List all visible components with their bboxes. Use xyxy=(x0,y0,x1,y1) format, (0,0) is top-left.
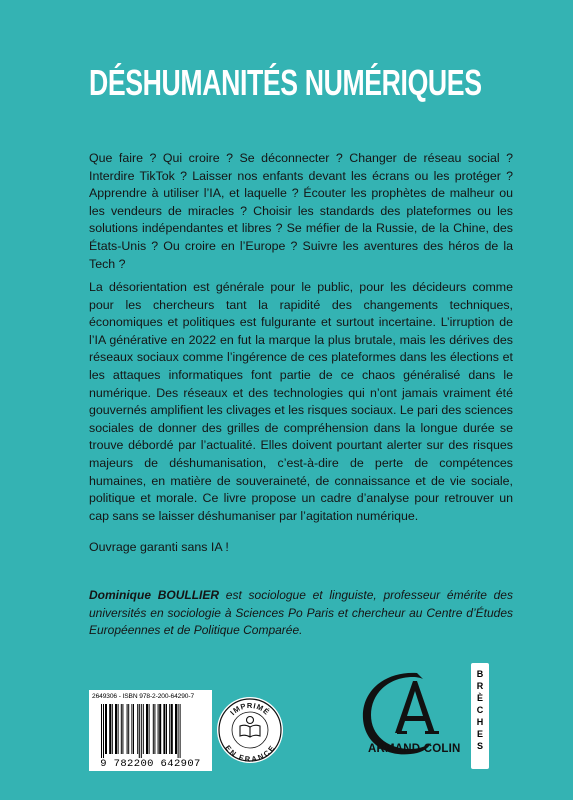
barcode-bar xyxy=(175,704,177,754)
barcode-bar xyxy=(109,704,111,754)
barcode-digits: 9 782200 642907 xyxy=(100,758,201,770)
guarantee-paragraph xyxy=(89,539,513,557)
armand-colin-logo xyxy=(355,667,465,777)
collection-letter: H xyxy=(476,717,484,727)
collection-letter: B xyxy=(476,669,484,679)
barcode-guard-bar xyxy=(101,704,102,758)
collection-letter: S xyxy=(476,741,483,751)
barcode-bar xyxy=(128,704,129,754)
barcode-bar xyxy=(158,704,159,754)
barcode-guard-bar xyxy=(180,704,181,758)
barcode-bar xyxy=(133,704,134,754)
collection-letter: È xyxy=(476,693,483,703)
collection-letter: R xyxy=(476,681,484,691)
intro-paragraph xyxy=(89,150,513,273)
barcode-bar xyxy=(171,704,173,754)
barcode-bar xyxy=(153,704,154,754)
paragraph-questions: Que faire ? Qui croire ? Se déconnecter ? Changer de réseau social ? Interdire TikTok ? Laisser nos enfants devant les écrans ou les protéger ? Apprendre à utiliser l’IA, et laquelle ? Écouter les prophètes de malheur ou les vendeurs de miracles ? Choisir les standards des plateformes ou les solutions indépendantes et libres ? Se méfier de la Russie, de la Chine, des États-Unis ? Ou croire en l’Europe ? Suivre les aventures des héros de la Tech ? xyxy=(89,151,513,271)
barcode-guard-bar xyxy=(141,704,142,758)
barcode-bar xyxy=(121,704,122,754)
barcode-bar xyxy=(166,704,167,754)
barcode-bar xyxy=(131,704,132,754)
collection-letter: C xyxy=(476,705,484,715)
barcode-bar xyxy=(122,704,123,754)
body-paragraph xyxy=(89,279,513,525)
stamp-top-text: IMPRIMÉ xyxy=(228,701,272,718)
barcode-guard-bar xyxy=(178,704,179,758)
barcode-guard-bar xyxy=(139,704,140,758)
author-description: est sociologue et linguiste, professeur émérite des universités en sociologie à Sciences Po Paris et chercheur au Centre d’Études Européennes et de Politique Comparée. xyxy=(89,588,513,638)
barcode-bar xyxy=(149,704,150,754)
barcode-bar xyxy=(118,704,119,754)
barcode-bars xyxy=(97,704,204,758)
barcode-bar xyxy=(163,704,165,754)
paragraph-description: La désorientation est générale pour le public, pour les décideurs comme pour les chercheurs tant la rapidité des changements techniques, économiques et politiques est fulgurante et surtout incertaine. L’irruption de l’IA générative en 2022 en fut la marque la plus brutale, mais les dérives des réseaux sociaux comme l’ingérence de ces plateformes dans les élections et les attaques informatiques font partie de ce chaos généralisé dans le numérique. Des réseaux et des technologies qui n’ont jamais vraiment été gouvernés amplifient les clivages et les risques sociaux. Le pari des sciences sociales de donner des grilles de compréhension dans la longue durée se trouve débordé par l’actualité. Elles doivent pourtant alerter sur des risques majeurs de déshumanisation, c’est-à-dire de perte de compétences humaines, en matière de souveraineté, de connaissance et de vie sociale, politique et morale. Ce livre propose un cadre d’analyse pour retrouver un cap sans se laisser déshumaniser par l’agitation numérique. xyxy=(89,280,513,523)
barcode-bar xyxy=(105,704,107,754)
collection-breches-logo xyxy=(471,663,489,769)
barcode-bar xyxy=(154,704,155,754)
stamp-bottom-text: EN FRANCE xyxy=(223,743,277,764)
barcode xyxy=(89,690,212,771)
barcode-bar xyxy=(169,704,170,754)
barcode-bar xyxy=(159,704,161,754)
barcode-bar xyxy=(112,704,113,754)
printed-in-france-stamp xyxy=(216,696,284,764)
barcode-bar xyxy=(146,704,148,754)
author-bio xyxy=(89,587,513,640)
collection-letter: E xyxy=(476,729,483,739)
barcode-bar xyxy=(115,704,117,754)
collection-letters xyxy=(471,663,489,752)
barcode-bar xyxy=(127,704,128,754)
barcode-bar xyxy=(143,704,144,754)
barcode-bar xyxy=(137,704,138,754)
book-title: DÉSHUMANITÉS NUMÉRIQUES xyxy=(89,62,482,103)
barcode-guard-bar xyxy=(103,704,104,758)
author-name: Dominique BOULLIER xyxy=(89,588,220,602)
paragraph-guarantee: Ouvrage garanti sans IA ! xyxy=(89,540,229,554)
isbn-header: 2649306 - ISBN 978-2-200-64290-7 xyxy=(92,693,195,700)
publisher-name: ARMAND COLIN xyxy=(368,743,461,755)
